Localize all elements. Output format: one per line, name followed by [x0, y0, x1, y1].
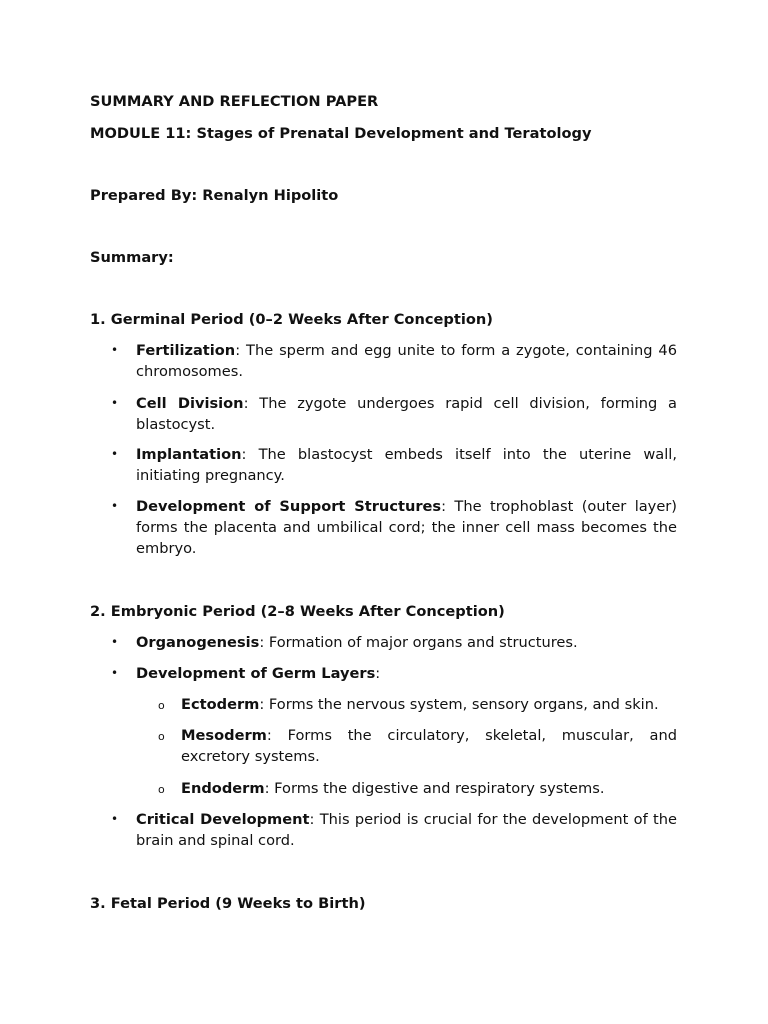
document-title: SUMMARY AND REFLECTION PAPER [90, 93, 379, 110]
item-term: Fertilization [136, 342, 236, 359]
sub-bullet-icon: o [158, 730, 165, 743]
item-text: : Formation of major organs and structures. [259, 634, 578, 651]
bullet-icon: • [111, 812, 119, 826]
sub-list-item [158, 694, 677, 715]
summary-label: Summary: [90, 249, 174, 266]
item-text: : Forms the circulatory, skeletal, muscular, and excretory systems. [181, 727, 677, 765]
item-term: Cell Division [136, 395, 244, 412]
item-term: Endoderm [181, 780, 265, 797]
item-text: : The zygote undergoes rapid cell division, forming a blastocyst. [136, 395, 677, 433]
item-term: Development of Germ Layers [136, 665, 376, 682]
sub-list-item [158, 725, 677, 767]
item-term: Mesoderm [181, 727, 267, 744]
section-heading-fetal: 3. Fetal Period (9 Weeks to Birth) [90, 895, 366, 912]
item-term: Implantation [136, 446, 242, 463]
item-text: : The blastocyst embeds itself into the uterine wall, initiating pregnancy. [136, 446, 677, 484]
bullet-icon: • [111, 499, 119, 513]
sub-bullet-icon: o [158, 699, 165, 712]
item-term: Ectoderm [181, 696, 260, 713]
sub-bullet-icon: o [158, 783, 165, 796]
bullet-icon: • [111, 447, 119, 461]
item-text: : Forms the digestive and respiratory systems. [264, 780, 605, 797]
section-heading-embryonic: 2. Embryonic Period (2–8 Weeks After Conception) [90, 603, 505, 620]
item-text: : Forms the nervous system, sensory organs, and skin. [259, 696, 659, 713]
list-item [111, 809, 677, 851]
item-text: : The sperm and egg unite to form a zygote, containing 46 chromosomes. [136, 342, 677, 380]
section-heading-germinal: 1. Germinal Period (0–2 Weeks After Conception) [90, 311, 493, 328]
bullet-icon: • [111, 343, 119, 357]
item-term: Development of Support Structures [136, 498, 442, 515]
bullet-icon: • [111, 396, 119, 410]
item-text: : [375, 665, 381, 682]
list-item [111, 663, 677, 684]
bullet-icon: • [111, 635, 119, 649]
author-line: Prepared By: Renalyn Hipolito [90, 187, 339, 204]
module-title: MODULE 11: Stages of Prenatal Development and Teratology [90, 125, 592, 142]
sub-list-item [158, 778, 677, 799]
item-term: Organogenesis [136, 634, 260, 651]
bullet-icon: • [111, 666, 119, 680]
list-item [111, 632, 677, 653]
list-item [111, 496, 677, 559]
item-term: Critical Development [136, 811, 310, 828]
list-item [111, 444, 677, 486]
item-text: : This period is crucial for the development of the brain and spinal cord. [136, 811, 677, 849]
item-text: : The trophoblast (outer layer) forms the placenta and umbilical cord; the inner cell mass becomes the embryo. [136, 498, 677, 557]
list-item [111, 340, 677, 382]
list-item [111, 393, 677, 435]
